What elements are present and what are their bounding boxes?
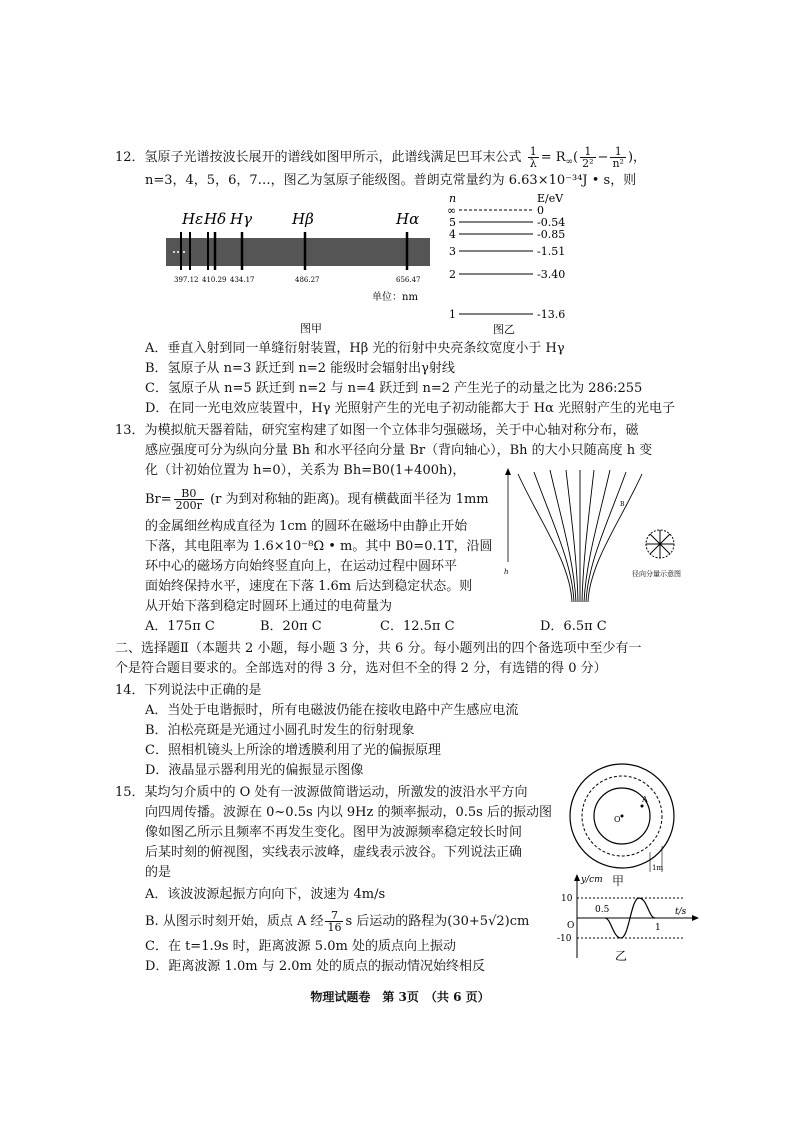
- q15-stem-line4: 后某时刻的俯视图，实线表示波峰，虚线表示波谷。下列说法正确: [145, 845, 523, 860]
- q12-option-a: A．垂直入射到同一单缝衍射装置，Hβ 光的衍射中央亮条纹宽度小于 Hγ: [145, 341, 565, 356]
- page-footer: 物理试题卷 第 3页 （共 6 页）: [310, 990, 490, 1004]
- q13-stem-line9: 从开始下落到稳定时圆环上通过的电荷量为: [145, 599, 393, 614]
- q13-stem-line2: 感应强度可分为纵向分量 Bh 和水平径向分量 Br（背向轴心），Bh 的大小只随高度 h 变: [145, 443, 653, 458]
- svg-text:O: O: [614, 815, 621, 824]
- label-h-epsilon: Hε: [182, 210, 204, 228]
- q14-option-d: D．液晶显示器利用光的偏振显示图像: [145, 763, 364, 778]
- q13-option-c: C．12.5π C: [380, 619, 455, 634]
- q15-option-b: B. 从图示时刻开始，质点 A 经 $\frac{7}{16}$ s 后运动的路程为(30+5√2)cm: [145, 909, 530, 934]
- q15-option-d: D．距离波源 1.0m 与 2.0m 处的质点的振动情况始终相反: [145, 959, 485, 974]
- q13-option-b: B．20π C: [260, 619, 322, 634]
- wavelength-4: 486.27: [295, 276, 320, 284]
- q13-stem-line1: 13．为模拟航天器着陆，研究室构建了如图一个立体非匀强磁场，关于中心轴对称分布，磁: [115, 423, 639, 438]
- q12-stem-line1: 12．氢原子光谱按波长展开的谱线如图甲所示，此谱线满足巴耳末公式 $\frac{1}{\lambda}$ = $R_\infty$( $\frac{1}{\text{2²}}$ − $\frac{1}{\text{n²}}$ )，: [115, 145, 647, 170]
- q13-figure-field-lines: [500, 462, 700, 612]
- label-h-delta: Hδ: [204, 210, 227, 228]
- q13-stem-line4: Br= $\frac{B0}{200r}$ (r 为到对称轴的距离)。现有横截面半径为 1mm: [145, 487, 489, 512]
- svg-text:0.5: 0.5: [595, 905, 610, 915]
- q14-option-a: A．当处于电谐振时，所有电磁波仍能在接收电路中产生感应电流: [145, 703, 519, 718]
- q15-stem-line2: 向四周传播。波源在 0~0.5s 内以 9Hz 的频率振动，0.5s 后的振动图: [145, 805, 552, 820]
- level-n-header: n: [449, 192, 457, 205]
- svg-text:-0.85: -0.85: [537, 228, 566, 241]
- q12-figure-energy-levels: [445, 190, 585, 335]
- svg-text:3: 3: [449, 245, 456, 258]
- svg-text:5: 5: [449, 216, 456, 229]
- q15-figure-vibration-graph: [555, 870, 705, 965]
- q14-stem: 14．下列说法中正确的是: [115, 683, 262, 698]
- q13-stem-line6: 下落，其电阻率为 1.6×10⁻⁸Ω • m。其中 B0=0.1T，沿圆: [145, 539, 493, 554]
- svg-text:4: 4: [449, 228, 456, 241]
- section2-heading-line2: 个是符合题目要求的。全部选对的得 3 分，选对但不全的得 2 分，有选错的得 0 分）: [115, 661, 607, 676]
- wavelength-1: 397.12: [174, 276, 199, 284]
- q13-option-a: A．175π C: [145, 619, 215, 634]
- wavelength-2: 410.29: [202, 276, 227, 284]
- svg-text:2: 2: [449, 268, 456, 281]
- field-line-group: [518, 470, 642, 602]
- svg-text:A: A: [642, 795, 648, 804]
- section2-heading-line1: 二、选择题Ⅱ（本题共 2 小题，每小题 3 分，共 6 分。每小题列出的四个备选项中至少有一: [115, 641, 642, 656]
- q13-stem-line8: 面始终保持水平，速度在下落 1.6m 后达到稳定状态。则: [145, 579, 473, 594]
- svg-text:∞: ∞: [447, 204, 457, 217]
- svg-text:h: h: [504, 568, 509, 576]
- q15-option-a: A．该波波源起振方向向下，波速为 4m/s: [145, 887, 386, 902]
- figure-caption-jia: 图甲: [300, 322, 322, 335]
- label-h-gamma: Hγ: [230, 210, 253, 228]
- svg-text:O: O: [567, 921, 575, 931]
- svg-text:-10: -10: [557, 934, 572, 944]
- svg-text:1m: 1m: [652, 864, 664, 872]
- q13-option-d: D．6.5π C: [540, 619, 607, 634]
- spectrum-band: [166, 238, 430, 266]
- svg-text:-3.40: -3.40: [537, 268, 566, 281]
- figure-caption-yi: 图乙: [493, 323, 515, 335]
- svg-text:B: B: [620, 501, 625, 508]
- radial-diagram-caption: 径向分量示意图: [632, 570, 681, 578]
- svg-text:-0.54: -0.54: [537, 216, 566, 229]
- level-e-header: E/eV: [537, 192, 564, 205]
- q12-figure-spectrum: [160, 200, 435, 335]
- q13-stem-line5: 的金属细丝构成直径为 1cm 的圆环在磁场中由静止开始: [145, 519, 468, 534]
- q15-fig-caption-yi: 乙: [615, 949, 628, 963]
- q14-option-c: C．照相机镜头上所涂的增透膜利用了光的偏振原理: [145, 743, 441, 758]
- svg-text:-13.6: -13.6: [537, 308, 566, 321]
- wavelength-3: 434.17: [230, 276, 255, 284]
- q12-option-b: B．氢原子从 n=3 跃迁到 n=2 能级时会辐射出γ射线: [145, 361, 455, 376]
- svg-text:10: 10: [561, 894, 573, 904]
- q15-stem-line3: 像如图乙所示且频率不再发生变化。图甲为波源频率稳定较长时间: [145, 825, 523, 840]
- q12-option-c: C．氢原子从 n=5 跃迁到 n=2 与 n=4 跃迁到 n=2 产生光子的动量之比为 286:255: [145, 381, 643, 396]
- svg-text:y/cm: y/cm: [581, 875, 603, 885]
- svg-text:1: 1: [655, 923, 661, 933]
- q15-stem-line1: 15．某均匀介质中的 O 处有一波源做简谐运动，所激发的波沿水平方向: [115, 785, 528, 800]
- q15-figure-wave-top-view: [560, 760, 690, 875]
- q12-option-d: D．在同一光电效应装置中，Hγ 光照射产生的光电子初动能都大于 Hα 光照射产生的光电子: [145, 401, 676, 416]
- label-h-alpha: Hα: [396, 210, 420, 228]
- wavelength-5: 656.47: [396, 276, 421, 284]
- q13-stem-line3: 化（计初始位置为 h=0），关系为 Bh=B0(1+400h)，: [145, 463, 466, 478]
- svg-text:0: 0: [537, 204, 544, 217]
- q15-option-c: C．在 t=1.9s 时，距离波源 5.0m 处的质点向上振动: [145, 939, 456, 954]
- q14-option-b: B．泊松亮斑是光通过小圆孔时发生的衍射现象: [145, 723, 415, 738]
- label-h-beta: Hβ: [292, 210, 314, 228]
- svg-text:-1.51: -1.51: [537, 245, 566, 258]
- q15-stem-line5: 的是: [145, 865, 172, 880]
- svg-text:t/s: t/s: [675, 907, 687, 917]
- spectrum-unit: 单位：nm: [372, 292, 418, 303]
- q13-stem-line7: 环中心的磁场方向始终竖直向上，在运动过程中圆环平: [145, 559, 458, 574]
- q12-stem-line2: n=3，4，5，6，7…，图乙为氢原子能级图。普朗克常量约为 6.63×10⁻³⁴J • s，则: [145, 173, 637, 188]
- q15-fig-caption-jia: 甲: [612, 874, 625, 888]
- svg-text:1: 1: [449, 308, 456, 321]
